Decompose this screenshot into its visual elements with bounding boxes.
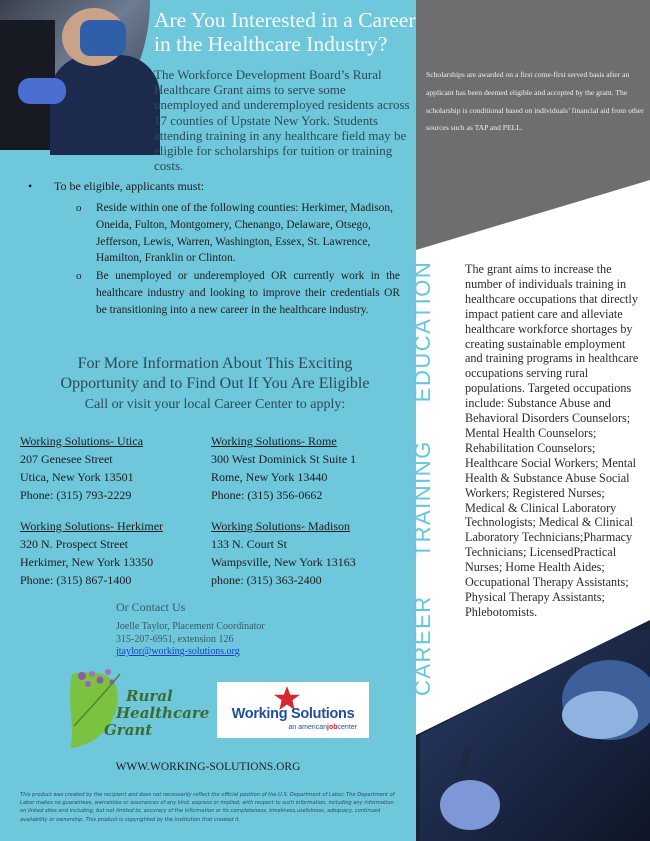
location-city: Rome, New York 13440 bbox=[211, 470, 328, 484]
rhg-healthcare: Healthcare bbox=[116, 704, 210, 722]
ws-tag-american: an american bbox=[288, 724, 328, 731]
location-name: Working Solutions- Utica bbox=[20, 434, 144, 448]
more-info-subheading: Call or visit your local Career Center to apply: bbox=[84, 397, 346, 412]
eligibility-list bbox=[40, 178, 400, 195]
vertical-word-career: CAREER bbox=[410, 595, 435, 696]
location-city: Herkimer, New York 13350 bbox=[20, 555, 154, 569]
location-street: 207 Genesee Street bbox=[20, 452, 113, 466]
website-url: WWW.WORKING-SOLUTIONS.ORG bbox=[115, 761, 301, 773]
location-madison bbox=[211, 517, 356, 589]
location-city: Wampsville, New York 13163 bbox=[211, 555, 356, 569]
location-name: Working Solutions- Rome bbox=[211, 434, 337, 448]
contact-block bbox=[116, 621, 265, 659]
intro-paragraph: The Workforce Development Board’s Rural Healthcare Grant aims to serve some unemployed and underemployed residents across 17 counties of Upstate New York. Students attending training in any healthcare field may be eligible for scholarships for tuition or training costs. bbox=[154, 67, 410, 174]
scholarship-note: Scholarships are awarded on a first come-first served basis after an applicant has been deemed eligible and accepted by the grant. The scholarship is conditional based on individuals’ financial aid from other sources such as TAP and PELL. bbox=[426, 70, 644, 133]
eligibility-lead: • To be eligible, applicants must: bbox=[40, 178, 400, 195]
nurse-photo bbox=[420, 630, 650, 841]
location-phone: Phone: (315) 867-1400 bbox=[20, 573, 132, 587]
contact-phone: 315-207-6951, extension 126 bbox=[116, 633, 234, 645]
contact-name: Joelle Taylor, Placement Coordinator bbox=[116, 621, 265, 632]
location-utica bbox=[20, 432, 143, 504]
eligibility-item-residence: o Reside within one of the following counties: Herkimer, Madison, Oneida, Fulton, Montgomery, Chenango, Delaware, Otsego, Jefferson, Lewis, Warren, Washington, Essex, St. Lawrence, Hamilton, Franklin or Clinton. bbox=[96, 200, 400, 267]
page-title: Are You Interested in a Career in the Healthcare Industry? bbox=[154, 8, 416, 56]
grant-description: The grant aims to increase the number of individuals training in healthcare occupations that directly impact patient care and alleviate healthcare workforce shortages by creating sustainable employment and training programs in healthcare occupations serving rural populations. Targeted occupations include: Substance Abuse and Behavioral Disorders Counselors; Mental Health Counselors; Rehabilitation Counselors; Healthcare Social Workers; Mental Health & Substance Abuse Social Workers; Registered Nurses; Medical & Clinical Laboratory Technologists; Medical & Clinical Laboratory Technicians;Pharmacy Technicians; LicensedPractical Nurses; Home Health Aides; Occupational Therapy Assistants; Physical Therapy Assistants; Phlebotomists. bbox=[465, 262, 639, 619]
location-street: 300 West Dominick St Suite 1 bbox=[211, 452, 357, 466]
location-phone: Phone: (315) 793-2229 bbox=[20, 488, 132, 502]
contact-email-link[interactable]: jtaylor@working-solutions.org bbox=[116, 646, 240, 658]
more-info-heading: For More Information About This Exciting Opportunity and to Find Out If You Are Eligible bbox=[60, 355, 370, 392]
rhg-rural: Rural bbox=[126, 687, 173, 705]
location-name: Working Solutions- Madison bbox=[211, 519, 351, 533]
vertical-tagline bbox=[410, 223, 436, 696]
eligibility-item-employment: o Be unemployed or underemployed OR currently work in the healthcare industry and looking to improve their credentials OR be transitioning into a new career in the healthcare industry. bbox=[96, 268, 400, 318]
location-street: 320 N. Prospect Street bbox=[20, 537, 128, 551]
location-phone: phone: (315) 363-2400 bbox=[211, 573, 322, 587]
vertical-word-education: EDUCATION bbox=[410, 260, 435, 403]
ws-name: Working Solutions bbox=[231, 706, 355, 722]
location-phone: Phone: (315) 356-0662 bbox=[211, 488, 323, 502]
legal-disclaimer: This product was created by the recipient and does not necessarily reflect the official position of the U.S. Department of Labor. The Department of Labor makes no guarantees, warranties or assurances of any kind, express or implied, with respect to such information, including any information on linked sites and including, but not limited to, accuracy of the information or its completeness, timeliness,usefulness, adequacy, continued availability or ownership. This product is copyrighted by the institution that created it. bbox=[20, 792, 395, 823]
location-herkimer bbox=[20, 517, 163, 589]
rhg-grant: Grant bbox=[104, 721, 153, 739]
contact-heading: Or Contact Us bbox=[116, 600, 186, 614]
location-street: 133 N. Court St bbox=[211, 537, 288, 551]
vertical-word-training: TRAINING bbox=[410, 440, 435, 558]
working-solutions-logo bbox=[217, 682, 369, 738]
ws-tag-job: job bbox=[327, 724, 338, 731]
location-name: Working Solutions- Herkimer bbox=[20, 519, 164, 533]
rural-healthcare-grant-logo bbox=[62, 666, 210, 754]
location-rome bbox=[211, 432, 356, 504]
location-city: Utica, New York 13501 bbox=[20, 470, 134, 484]
vaccination-photo bbox=[0, 0, 150, 150]
ws-tag-center: center bbox=[337, 724, 357, 731]
